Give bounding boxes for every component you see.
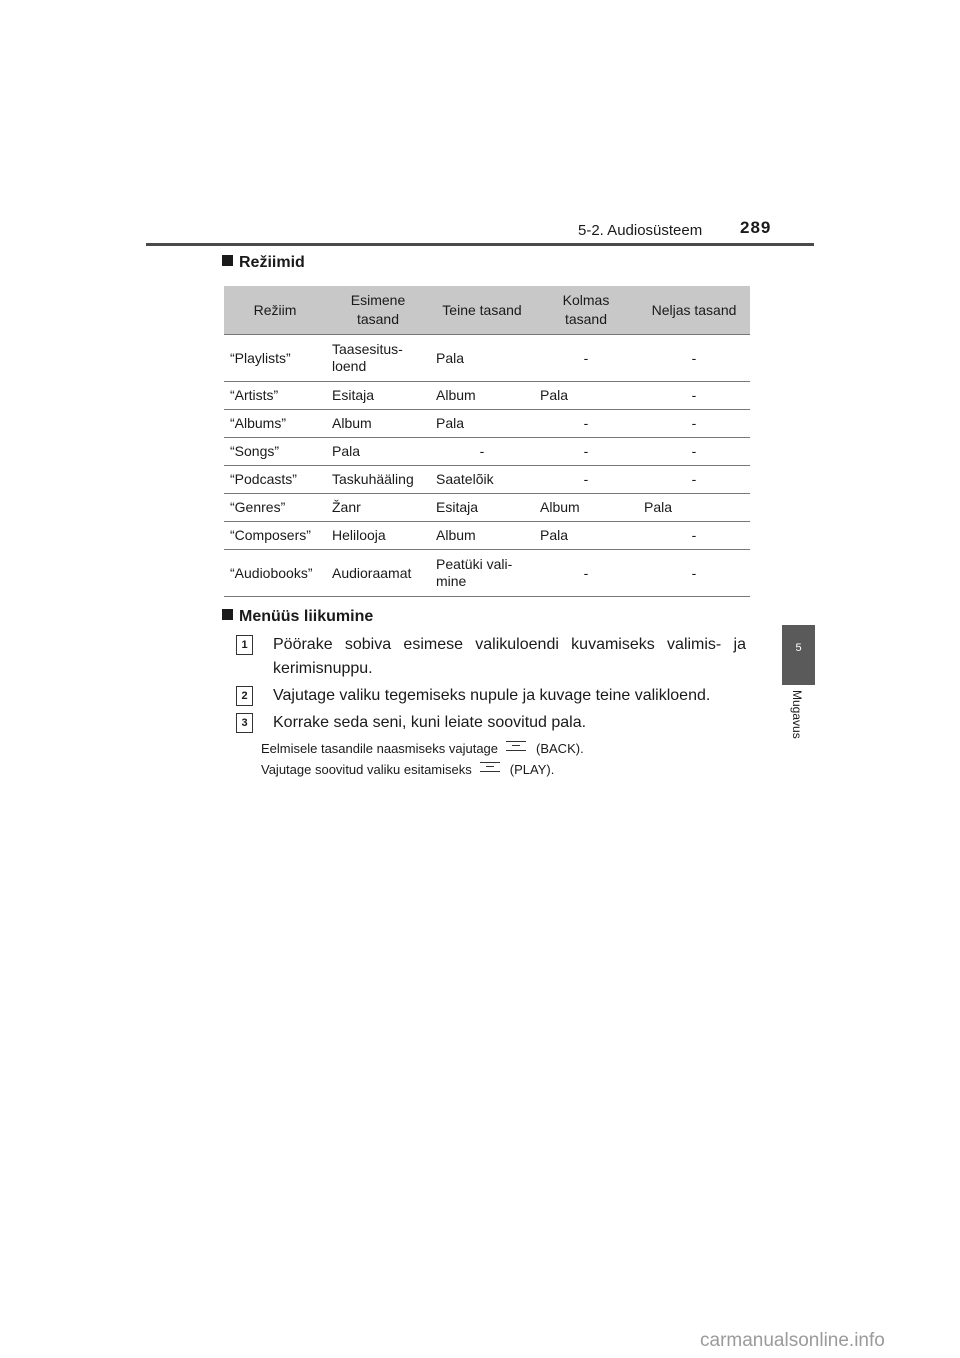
chapter-tab-label-box — [778, 690, 818, 754]
table-header-cell: Teine tasand — [430, 286, 534, 335]
table-cell: - — [534, 466, 638, 494]
note-line — [261, 762, 554, 777]
table-cell: - — [638, 466, 750, 494]
step-item — [236, 633, 746, 681]
table-cell: Helilooja — [326, 522, 430, 550]
table-cell: “Albums” — [224, 410, 326, 438]
table-row — [224, 550, 750, 597]
chapter-tab-number: 5 — [795, 642, 802, 654]
table-cell: Taasesitus-loend — [326, 335, 430, 382]
table-cell: “Artists” — [224, 382, 326, 410]
table-header-row — [224, 286, 750, 335]
table-cell: Audioraamat — [326, 550, 430, 597]
table-header-cell: Neljas tasand — [638, 286, 750, 335]
note-text: Eelmisele tasandile naasmiseks vajutage — [261, 741, 499, 756]
table-cell: - — [534, 438, 638, 466]
section-title: Menüüs liikumine — [239, 608, 374, 625]
table-cell: Pala — [534, 522, 638, 550]
section-heading-menu — [222, 608, 373, 626]
table-row — [224, 466, 750, 494]
table-cell: - — [638, 522, 750, 550]
table-cell: Pala — [430, 410, 534, 438]
table-cell: Saatelõik — [430, 466, 534, 494]
table-cell: - — [638, 410, 750, 438]
step-text: Pöörake sobiva esimese valikuloendi kuvamiseks valimis- ja kerimisnuppu. — [273, 636, 746, 677]
table-cell: “Audiobooks” — [224, 550, 326, 597]
page-number: 289 — [740, 218, 772, 237]
watermark: carmanualsonline.info — [700, 1330, 885, 1351]
back-button-icon — [506, 741, 526, 751]
play-button-icon — [480, 762, 500, 772]
chapter-tab — [782, 625, 815, 685]
table-row — [224, 410, 750, 438]
table-cell: Pala — [534, 382, 638, 410]
step-text: Korrake seda seni, kuni leiate soovitud pala. — [273, 714, 587, 731]
table-cell: Album — [534, 494, 638, 522]
header-section-title: 5-2. Audiosüsteem — [578, 222, 703, 239]
step-item — [236, 684, 746, 708]
square-bullet-icon — [222, 609, 233, 620]
table-cell: Žanr — [326, 494, 430, 522]
section-heading-modes — [222, 254, 305, 272]
table-header-cell: Esimene tasand — [326, 286, 430, 335]
step-number: 2 — [236, 686, 253, 706]
step-number: 3 — [236, 713, 253, 733]
step-text: Vajutage valiku tegemiseks nupule ja kuvage teine valikloend. — [273, 687, 711, 704]
header-divider — [146, 243, 814, 246]
table-cell: Esitaja — [326, 382, 430, 410]
table-cell: - — [430, 438, 534, 466]
table-cell: - — [638, 438, 750, 466]
note-text: Vajutage soovitud valiku esitamiseks — [261, 762, 472, 777]
table-header-cell: Kolmas tasand — [534, 286, 638, 335]
chapter-tab-label: Mugavus — [790, 690, 804, 739]
table-cell: Album — [430, 522, 534, 550]
table-header-cell: Režiim — [224, 286, 326, 335]
table-cell: “Genres” — [224, 494, 326, 522]
table-cell: “Composers” — [224, 522, 326, 550]
table-cell: Album — [430, 382, 534, 410]
table-row — [224, 382, 750, 410]
square-bullet-icon — [222, 255, 233, 266]
modes-table — [224, 286, 750, 597]
table-row — [224, 522, 750, 550]
table-cell: “Songs” — [224, 438, 326, 466]
table-cell: Taskuhääling — [326, 466, 430, 494]
section-title: Režiimid — [239, 254, 305, 271]
note-text: (PLAY). — [509, 762, 555, 777]
table-cell: - — [534, 335, 638, 382]
table-cell: Pala — [326, 438, 430, 466]
table-cell: - — [638, 382, 750, 410]
table-cell: - — [534, 410, 638, 438]
note-text: (BACK). — [536, 741, 584, 756]
table-cell: Peatüki vali-mine — [430, 550, 534, 597]
table-cell: Pala — [638, 494, 750, 522]
table-row — [224, 438, 750, 466]
table-cell: Album — [326, 410, 430, 438]
step-item — [236, 711, 746, 735]
table-cell: - — [534, 550, 638, 597]
table-cell: “Playlists” — [224, 335, 326, 382]
table-row — [224, 335, 750, 382]
table-cell: Pala — [430, 335, 534, 382]
table-cell: “Podcasts” — [224, 466, 326, 494]
note-line — [261, 741, 584, 756]
table-cell: - — [638, 550, 750, 597]
table-row — [224, 494, 750, 522]
table-cell: Esitaja — [430, 494, 534, 522]
step-number: 1 — [236, 635, 253, 655]
table-cell: - — [638, 335, 750, 382]
